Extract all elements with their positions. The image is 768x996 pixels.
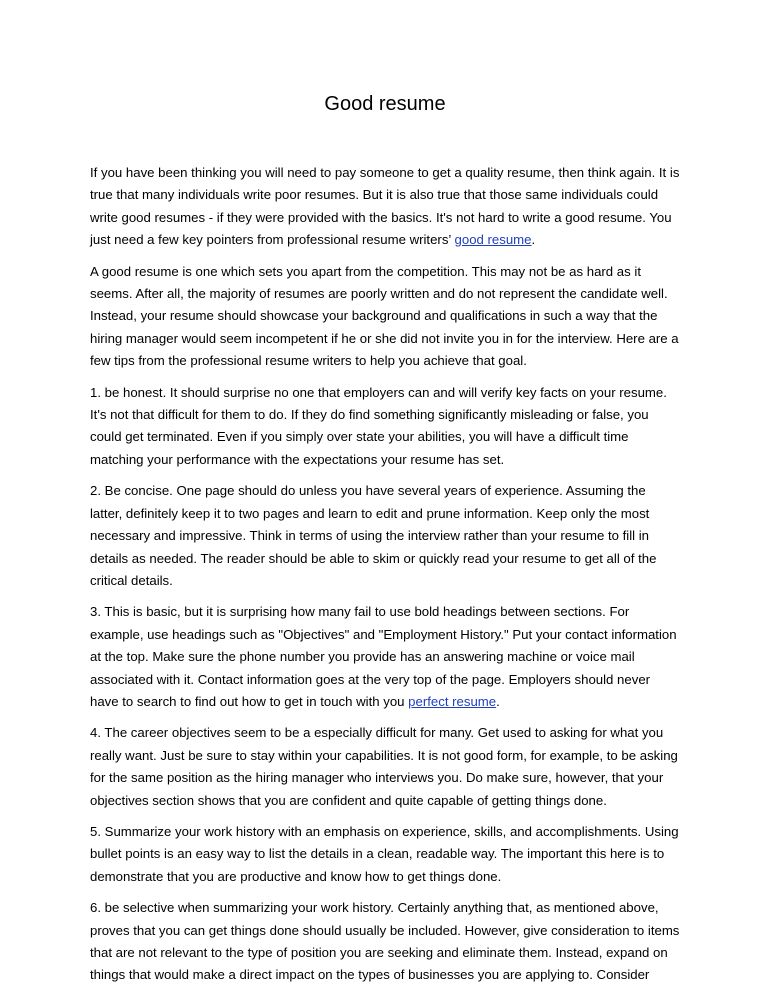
paragraph-tip-4: 4. The career objectives seem to be a especially difficult for many. Get used to asking for what you really want. Just be sure to stay within your capabilities. It is not good form, for example, to be asking for the same position as the hiring manager who interviews you. Do make sure, however, that your objectives section shows that you are confident and quite capable of getting things done. — [90, 725, 678, 808]
paragraph-tip-2: 2. Be concise. One page should do unless you have several years of experience. Assuming the latter, definitely keep it to two pages and learn to edit and prune information. Keep only the most necessary and impressive. Think in terms of using the interview rather than your resume to fill in details as needed. The reader should be able to skim or quickly read your resume to get all of the critical details. — [90, 483, 657, 588]
page-title: Good resume — [324, 93, 446, 115]
paragraph-intro-end: . — [531, 232, 536, 248]
paragraph-tip-6: 6. be selective when summarizing your work history. Certainly anything that, as mentioned above, proves that you can get things done should usually be included. However, give consideration to items that are not relevant to the type of position you are seeking and eliminate them. Instead, expand on things that would make a direct impact on the types of businesses you are applying to. Consider — [90, 900, 680, 983]
paragraph-tip-3-end: . — [496, 693, 500, 709]
paragraph-tip-1: 1. be honest. It should surprise no one that employers can and will verify key facts on your resume. It's not that difficult for them to do. If they do find something significantly misleading or false, you could get terminated. Even if you simply over state your abilities, you will have a difficult time matching your performance with the expectations your resume has set. — [90, 384, 667, 467]
paragraph-tip-5: 5. Summarize your work history with an emphasis on experience, skills, and accomplishments. Using bullet points is an easy way to list the details in a clean, readable way. The important this here is to demonstrate that you are productive and know how to get things done. — [90, 823, 679, 884]
paragraph-intro-text: If you have been thinking you will need to pay someone to get a quality resume, then think again. It is true that many individuals write poor resumes. But it is also true that those same individuals could write good resumes - if they were provided with the basics. It's not hard to write a good resume. You just need a few key pointers from professional resume writers’ — [90, 165, 680, 248]
paragraph-intro — [90, 162, 680, 252]
paragraph-tip-3 — [90, 601, 680, 713]
paragraph-tip-3-text: 3. This is basic, but it is surprising how many fail to use bold headings between sections. For example, use headings such as "Objectives" and "Employment History." Put your contact information at the top. Make sure the phone number you provide has an answering machine or voice mail associated with it. Contact information goes at the very top of the page. Employers should never have to search to find out how to get in touch with you — [90, 604, 677, 709]
paragraph-good-resume: A good resume is one which sets you apart from the competition. This may not be as hard as it seems. After all, the majority of resumes are poorly written and do not represent the candidate well. Instead, your resume should showcase your background and qualifications in such a way that the hiring manager would seem incompetent if he or she did not invite you in for the interview. Here are a few tips from the professional resume writers to help you achieve that goal. — [90, 263, 679, 369]
perfect-resume-link[interactable]: perfect resume — [408, 693, 497, 709]
good-resume-link[interactable]: good resume — [454, 232, 532, 248]
document-page — [90, 90, 680, 996]
